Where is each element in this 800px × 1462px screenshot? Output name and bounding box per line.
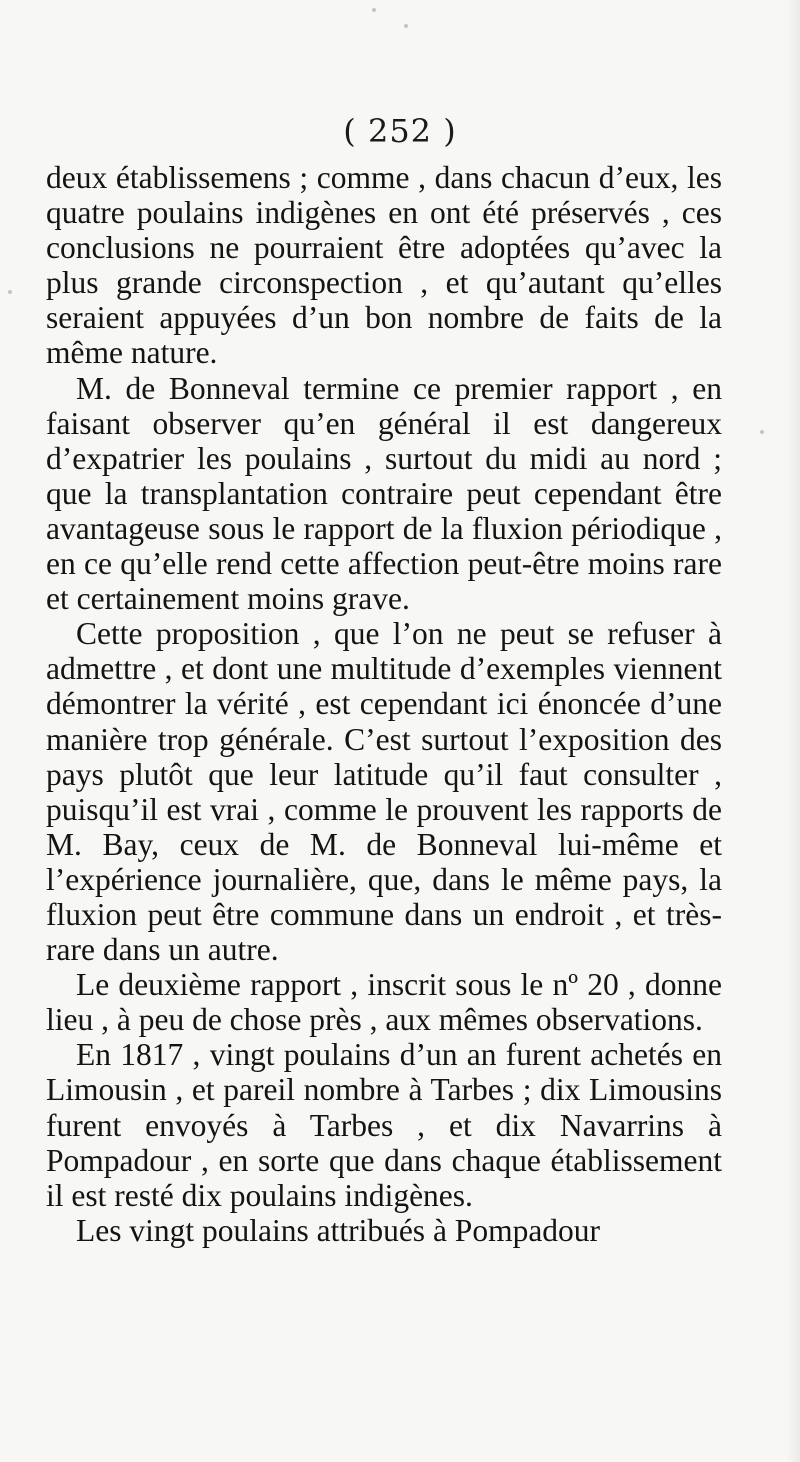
print-speck	[404, 24, 408, 28]
page-number: ( 252 )	[343, 112, 457, 150]
paragraph-5: En 1817 , vingt poulains d’un an furent achetés en Limousin , et pareil nombre à Tarbes ; dix Limousins furent envoyés à Tarbes , et dix Navarrins à Pompadour , en sorte que dans chaque établissement il est resté dix poulains indigènes.	[46, 1037, 722, 1213]
paragraph-6: Les vingt poulains attribués à Pompadour	[76, 1212, 601, 1248]
body-text	[46, 160, 722, 1248]
paragraph-2: M. de Bonneval termine ce premier rapport , en faisant observer qu’en général il est dangereux d’expatrier les poulains , surtout du midi au nord ; que la transplantation contraire peut cependant être avantageuse sous le rapport de la fluxion périodique , en ce qu’elle rend cette affection peut-être moins rare et certainement moins grave.	[46, 370, 722, 617]
page-edge-shadow	[786, 0, 800, 1462]
print-speck	[372, 8, 376, 12]
paragraph-1: deux établissemens ; comme , dans chacun d’eux, les quatre poulains indigènes en ont été préservés , ces conclusions ne pourraient être adoptées qu’avec la plus grande circonspection , et qu’autant qu’elles seraient appuyées d’un bon nombre de faits de la même nature.	[46, 160, 722, 371]
print-speck	[8, 290, 12, 294]
print-speck	[760, 430, 764, 434]
paragraph-3: Cette proposition , que l’on ne peut se refuser à admettre , et dont une multitude d’exemples viennent démontrer la vérité , est cependant ici énoncée d’une manière trop générale. C’est surtout l’exposition des pays plutôt que leur latitude qu’il faut consulter , puisqu’il est vrai , comme le prouvent les rapports de M. Bay, ceux de M. de Bonneval lui-même et l’expérience journalière, que, dans le même pays, la fluxion peut être commune dans un endroit , et très-rare dans un autre.	[46, 616, 722, 968]
paragraph-4: Le deuxième rapport , inscrit sous le nº 20 , donne lieu , à peu de chose près , aux mêmes observations.	[46, 967, 722, 1038]
